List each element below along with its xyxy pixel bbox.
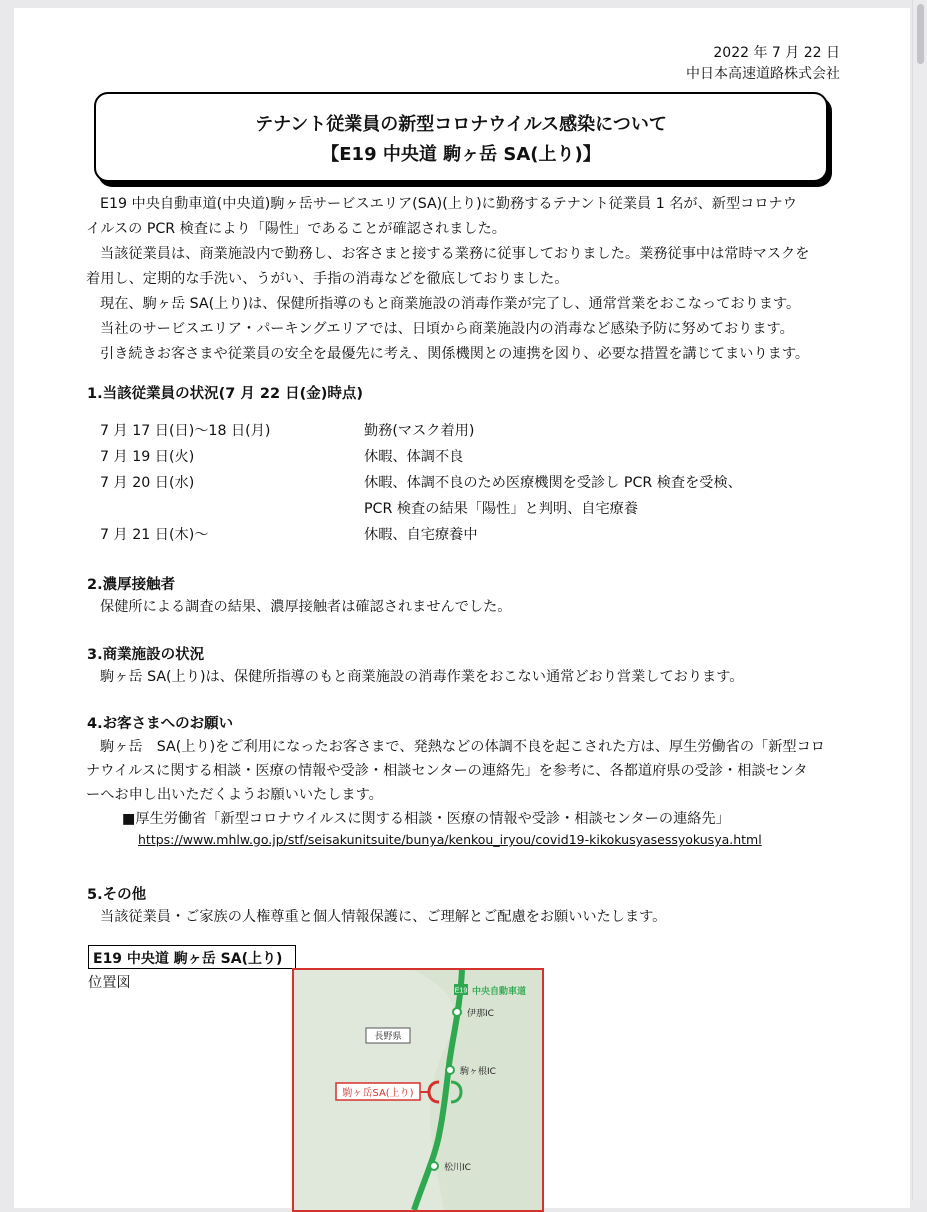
title-box: [94, 92, 828, 182]
prefecture-label: 長野県: [374, 1032, 402, 1042]
status-row-5-status: 休暇、自宅療養中: [364, 527, 478, 543]
document-date: 2022 年 7 月 22 日: [713, 45, 840, 61]
map-label: E19 中央道 駒ヶ岳 SA(上り): [93, 951, 283, 967]
mhlw-url-link[interactable]: https://www.mhlw.go.jp/stf/seisakunitsuite/bunya/kenkou_iryou/covid19-kikokusyasessyokusya.html: [138, 832, 762, 847]
section4-line-2: ナウイルスに関する相談・医療の情報や受診・相談センターの連絡先」を参考に、各都道府県の受診・相談センタ: [86, 763, 808, 779]
intro-line-1: E19 中央自動車道(中央道)駒ヶ岳サービスエリア(SA)(上り)に勤務するテナント従業員 1 名が、新型コロナウ: [100, 196, 797, 212]
intro-line-3: 当該従業員は、商業施設内で勤務し、お客さまと接する業務に従事しておりました。業務従事中は常時マスクを: [100, 246, 810, 262]
map-label-box: [88, 945, 296, 969]
status-row-3-date: 7 月 20 日(水): [100, 475, 195, 491]
section4-heading: 4.お客さまへのお願い: [87, 716, 234, 732]
page-title: テナント従業員の新型コロナウイルス感染について: [255, 114, 667, 135]
ic-komagane-marker-icon: [446, 1066, 454, 1074]
ic-matsukawa-label: 松川IC: [444, 1163, 471, 1173]
ic-ina-marker-icon: [453, 1008, 461, 1016]
section4-line-3: ーへお申し出いただくようお願いいたします。: [86, 787, 383, 803]
company-name: 中日本高速道路株式会社: [686, 66, 840, 82]
status-row-2-status: 休暇、体調不良: [364, 449, 464, 465]
status-row-2-date: 7 月 19 日(火): [100, 449, 195, 465]
status-row-1-date: 7 月 17 日(日)～18 日(月): [100, 423, 271, 439]
route-badge-text: E19: [454, 987, 468, 995]
section1-heading: 1.当該従業員の状況(7 月 22 日(金)時点): [87, 386, 364, 402]
intro-line-6: 当社のサービスエリア・パーキングエリアでは、日頃から商業施設内の消毒など感染予防に努めております。: [100, 321, 794, 337]
intro-line-2: イルスの PCR 検査により「陽性」であることが確認されました。: [86, 221, 506, 237]
scrollbar-thumb[interactable]: [917, 4, 924, 64]
ic-matsukawa-marker-icon: [430, 1162, 438, 1170]
section3-text: 駒ヶ岳 SA(上り)は、保健所指導のもと商業施設の消毒作業をおこない通常どおり営業しております。: [100, 669, 744, 685]
section3-heading: 3.商業施設の状況: [87, 647, 205, 663]
mhlw-link-label: ■厚生労働省「新型コロナウイルスに関する相談・医療の情報や受診・相談センターの連絡先」: [122, 811, 730, 827]
intro-line-5: 現在、駒ヶ岳 SA(上り)は、保健所指導のもと商業施設の消毒作業が完了し、通常営業をおこなっております。: [100, 296, 801, 312]
map-graphic: [294, 970, 542, 1210]
location-map: [292, 968, 544, 1212]
page-subtitle: 【E19 中央道 駒ヶ岳 SA(上り)】: [321, 144, 601, 165]
sa-label: 駒ヶ岳SA(上り): [342, 1088, 414, 1099]
status-row-4-status: PCR 検査の結果「陽性」と判明、自宅療養: [364, 501, 639, 517]
status-row-1-status: 勤務(マスク着用): [364, 423, 475, 439]
section4-line-1: 駒ヶ岳 SA(上り)をご利用になったお客さまで、発熱などの体調不良を起こされた方は、厚生労働省の「新型コロ: [100, 739, 825, 755]
status-row-3-status: 休暇、体調不良のため医療機関を受診し PCR 検査を受検、: [364, 475, 742, 491]
scrollbar[interactable]: [912, 0, 927, 1200]
ic-ina-label: 伊那IC: [467, 1009, 494, 1019]
map-caption: 位置図: [88, 975, 131, 991]
section5-heading: 5.その他: [87, 887, 147, 903]
section2-text: 保健所による調査の結果、濃厚接触者は確認されませんでした。: [100, 599, 512, 615]
status-row-5-date: 7 月 21 日(木)～: [100, 527, 209, 543]
ic-komagane-label: 駒ヶ根IC: [460, 1067, 496, 1077]
document-page: [14, 8, 910, 1208]
route-name: 中央自動車道: [472, 987, 527, 997]
intro-line-4: 着用し、定期的な手洗い、うがい、手指の消毒などを徹底しておりました。: [86, 271, 569, 287]
section2-heading: 2.濃厚接触者: [87, 577, 176, 593]
section5-text: 当該従業員・ご家族の人権尊重と個人情報保護に、ご理解とご配慮をお願いいたします。: [100, 909, 667, 925]
intro-line-7: 引き続きお客さまや従業員の安全を最優先に考え、関係機関との連携を図り、必要な措置を講じてまいります。: [100, 346, 810, 362]
